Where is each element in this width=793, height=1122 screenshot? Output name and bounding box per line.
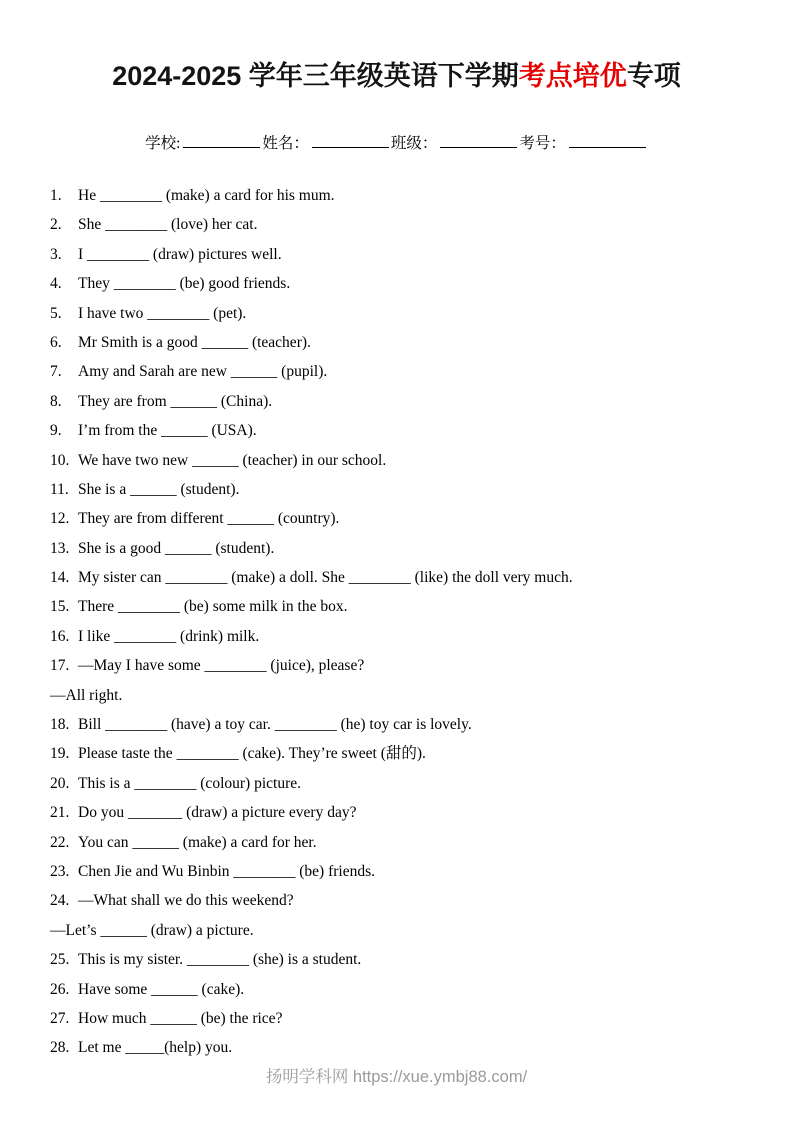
question-text: Mr Smith is a good ______ (teacher). [78,333,311,351]
question-list [50,181,793,1063]
question-number: 1. [50,187,62,204]
question-text: My sister can ________ (make) a doll. She ________ (like) the doll very much. [78,569,573,587]
question-line [50,828,793,857]
question-text: There ________ (be) some milk in the box. [78,598,348,616]
school-label: 学校: [145,135,181,152]
dialog-continuation-line [50,681,793,710]
question-number: 26. [50,980,70,998]
question-line [50,504,793,533]
question-number: 16. [50,627,70,645]
question-text: We have two new ______ (teacher) in our school. [78,451,387,469]
school-field [145,133,262,155]
question-number: 22. [50,833,70,851]
name-label: 姓名： [262,135,309,152]
question-line [50,357,793,386]
question-text: I ________ (draw) pictures well. [78,245,282,263]
question-text: —Let’s ______ (draw) a picture. [50,921,254,939]
question-line [50,269,793,298]
question-line [50,210,793,239]
site-watermark: 扬明学科网 https://xue.ymbj88.com/ [265,1067,528,1086]
question-line [50,651,793,680]
question-line [50,975,793,1004]
question-line [50,240,793,269]
exam-number-field [519,133,648,155]
question-number: 10. [50,451,70,469]
question-number: 6. [50,333,62,351]
question-line [50,387,793,416]
question-text: He ________ (make) a card for his mum. [78,187,335,204]
question-text: I like ________ (drink) milk. [78,627,260,645]
question-line [50,1033,793,1062]
question-number: 12. [50,510,70,528]
question-text: They ________ (be) good friends. [78,275,291,293]
question-number: 19. [50,745,70,763]
title-black-part-2: 专项 [626,61,681,91]
question-number: 14. [50,569,70,587]
question-text: Amy and Sarah are new ______ (pupil). [78,363,328,381]
question-number: 11. [50,480,69,498]
page-title [0,0,793,93]
title-black-part-1: 2024-2025 学年三年级英语下学期 [112,61,519,91]
question-number: 20. [50,774,70,792]
student-info-row [0,133,793,155]
class-blank-line [440,133,517,148]
question-line [50,534,793,563]
question-text: She is a ______ (student). [78,480,240,498]
question-text: They are from ______ (China). [78,392,273,410]
question-text: Do you _______ (draw) a picture every day? [78,804,357,822]
question-line [50,1004,793,1033]
question-number: 13. [50,539,70,557]
question-text: How much ______ (be) the rice? [78,1009,283,1027]
question-line [50,622,793,651]
question-line [50,299,793,328]
question-number: 23. [50,862,70,880]
question-text: Let me _____(help) you. [78,1039,233,1057]
name-blank-line [312,133,389,148]
question-line [50,739,793,768]
question-text: —All right. [50,686,123,704]
question-text: She ________ (love) her cat. [78,216,258,234]
question-number: 28. [50,1039,70,1057]
dialog-continuation-line [50,916,793,945]
question-text: This is a ________ (colour) picture. [78,774,301,792]
question-number: 4. [50,275,62,293]
question-text: They are from different ______ (country). [78,510,340,528]
question-line [50,328,793,357]
exam-number-blank-line [569,133,646,148]
question-line [50,886,793,915]
question-number: 25. [50,951,70,969]
title-red-highlight: 考点培优 [518,61,627,91]
exam-number-label: 考号： [519,135,566,152]
question-text: Bill ________ (have) a toy car. ________ (he) toy car is lovely. [78,716,472,734]
question-text: Have some ______ (cake). [78,980,245,998]
question-number: 21. [50,804,70,822]
question-text: Please taste the ________ (cake). They’re sweet (甜的). [78,745,426,763]
question-number: 7. [50,363,62,381]
question-line [50,416,793,445]
question-line [50,446,793,475]
question-line [50,475,793,504]
question-text: I’m from the ______ (USA). [78,422,257,440]
question-line [50,945,793,974]
question-text: —May I have some ________ (juice), please? [78,657,365,675]
question-text: Chen Jie and Wu Binbin ________ (be) friends. [78,862,375,880]
question-number: 5. [50,304,62,322]
question-line [50,769,793,798]
question-line [50,798,793,827]
question-number: 3. [50,245,62,263]
question-line [50,563,793,592]
question-line [50,710,793,739]
question-text: I have two ________ (pet). [78,304,247,322]
class-field [391,133,520,155]
name-field [262,133,391,155]
question-text: She is a good ______ (student). [78,539,275,557]
question-text: —What shall we do this weekend? [78,892,294,910]
question-number: 24. [50,892,70,910]
question-line [50,857,793,886]
question-number: 17. [50,657,70,675]
question-number: 27. [50,1009,70,1027]
question-line [50,181,793,210]
question-text: You can ______ (make) a card for her. [78,833,317,851]
question-number: 18. [50,716,70,734]
question-number: 2. [50,216,62,234]
question-number: 15. [50,598,70,616]
school-blank-line [183,133,260,148]
question-number: 9. [50,422,62,440]
class-label: 班级： [390,135,438,152]
question-line [50,592,793,621]
question-number: 8. [50,392,62,410]
question-text: This is my sister. ________ (she) is a student. [78,951,362,969]
